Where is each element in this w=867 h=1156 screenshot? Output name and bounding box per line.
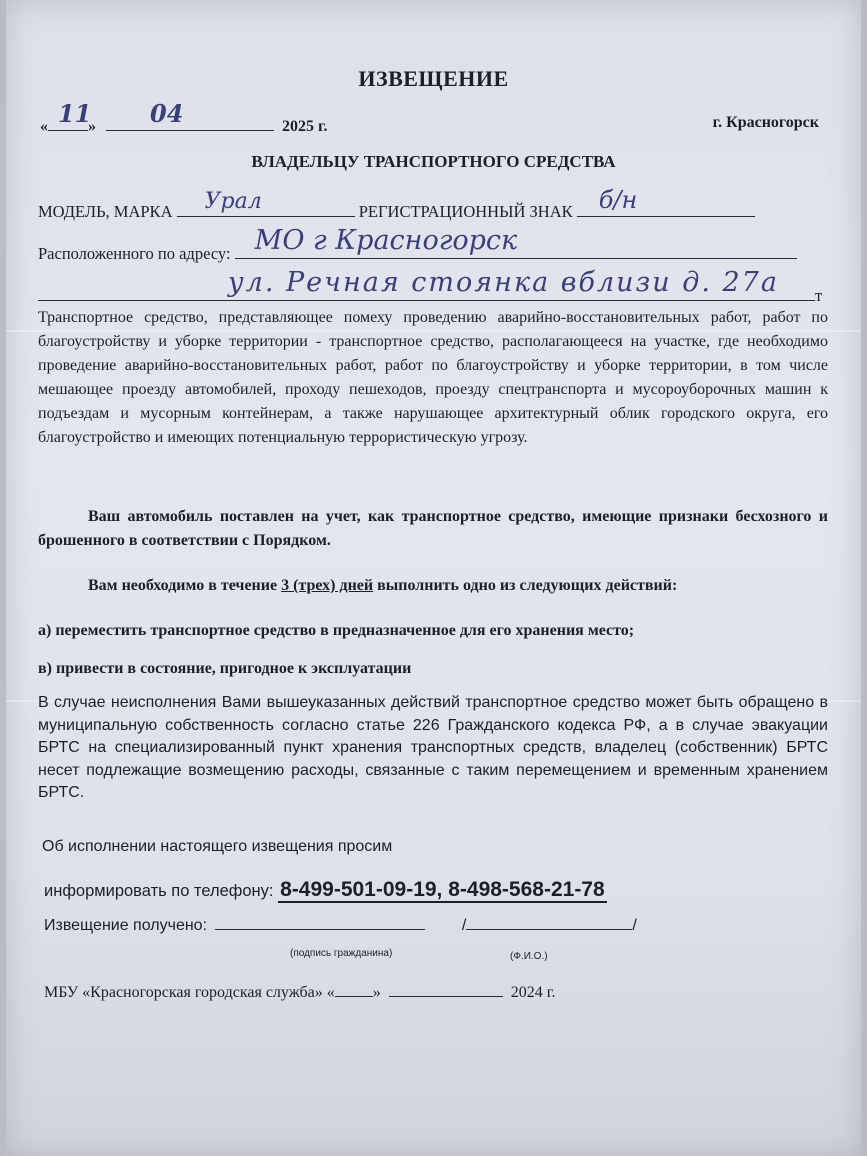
paragraph-consequences: В случае неисполнения Вами вышеуказанных действий транспортное средство может быть обращено в муниципальную собственность согласно статье 226 Гражданского кодекса РФ, а в случае эвакуации БРТС на специализированный пункт хранения транспортных средств, владелец (собственник) БРТС несет подлежащие возмещению расходы, связанные с таким перемещением и временным хранением БРТС.	[38, 694, 828, 801]
owner-heading: ВЛАДЕЛЬЦУ ТРАНСПОРТНОГО СРЕДСТВА	[251, 152, 616, 171]
address-handwritten-1: МО г Красногорск	[254, 225, 518, 256]
required-action-text-end: выполнить одно из следующих действий:	[373, 577, 678, 594]
received-label: Извещение получено:	[44, 917, 208, 934]
date-year: 2025 г.	[282, 118, 328, 135]
phone-label: информировать по телефону:	[44, 882, 274, 900]
signature-caption: (подпись гражданина)	[290, 948, 393, 959]
model-handwritten: Урал	[204, 189, 262, 214]
vehicle-model-row	[38, 186, 755, 222]
city-name: г. Красногорск	[712, 114, 819, 131]
date-day-handwritten: 11	[58, 99, 92, 128]
date-close-quote: »	[88, 118, 96, 135]
signature-field	[215, 915, 425, 930]
plate-label: РЕГИСТРАЦИОННЫЙ ЗНАК	[358, 202, 573, 221]
option-b: в) привести в состояние, пригодное к эксплуатации	[38, 660, 412, 677]
paragraph-registered: Ваш автомобиль поставлен на учет, как транспортное средство, имеющие признаки бесхозного и брошенного в соответствии с Порядком.	[38, 508, 828, 549]
footer-month-field	[389, 984, 503, 997]
slash-left: /	[461, 917, 467, 934]
footer-row	[44, 984, 556, 1002]
fio-caption: (Ф.И.О.)	[510, 951, 548, 962]
footer-org: МБУ «Красногорская городская служба» «	[44, 984, 335, 1001]
paragraph-description: Транспортное средство, представляющее помеху проведению аварийно-восстановительных работ, работ по благоустройству и уборке территории - транспортное средство, располагающееся на участке, где необходимо проведение аварийно-восстановительных работ, работ по благоустройству и уборке территории, в том числе мешающее проезду автомобилей, проходу пешеходов, проезду спецтранспорта и мусороуборочных машин к подъездам и мусорным контейнерам, а также нарушающее архитектурный облик городского округа, его благоустройство и имеющих потенциальную террористическую угрозу.	[38, 309, 828, 446]
received-row	[44, 915, 637, 935]
model-label: МОДЕЛЬ, МАРКА	[38, 202, 173, 221]
footer-close-quote: »	[372, 984, 381, 1001]
address-row-2	[38, 267, 823, 306]
model-field	[177, 189, 355, 217]
address-row-1	[38, 225, 797, 264]
address-handwritten-2: ул. Речная стоянка вблизи д. 27а	[228, 267, 779, 298]
address-label: Расположенного по адресу:	[38, 244, 231, 263]
paragraph-required-action	[38, 574, 828, 598]
footer-day-field	[335, 984, 373, 997]
footer-year: 2024 г.	[510, 984, 556, 1001]
date-month-field	[106, 99, 274, 131]
address-field-1	[235, 225, 797, 259]
slash-right: /	[632, 917, 637, 934]
required-action-text: Вам необходимо в течение	[88, 577, 282, 594]
plate-field	[577, 186, 755, 217]
deadline-emphasis: 3 (трех) дней	[281, 577, 374, 594]
address-line-end: т	[815, 286, 823, 305]
phone-row	[44, 878, 607, 902]
fio-field	[466, 915, 632, 930]
date-day-field	[48, 99, 92, 131]
date-line	[40, 99, 328, 136]
document-title: ИЗВЕЩЕНИЕ	[358, 66, 509, 91]
phone-numbers: 8-499-501-09-19, 8-498-568-21-78	[280, 878, 605, 901]
address-field-2	[38, 267, 815, 301]
date-open-quote: «	[40, 118, 48, 135]
plate-handwritten: б/н	[598, 186, 638, 214]
date-month-handwritten: 04	[150, 99, 184, 128]
request-line: Об исполнении настоящего извещения просим	[42, 838, 393, 855]
option-a: а) переместить транспортное средство в предназначенное для его хранения место;	[38, 622, 635, 639]
